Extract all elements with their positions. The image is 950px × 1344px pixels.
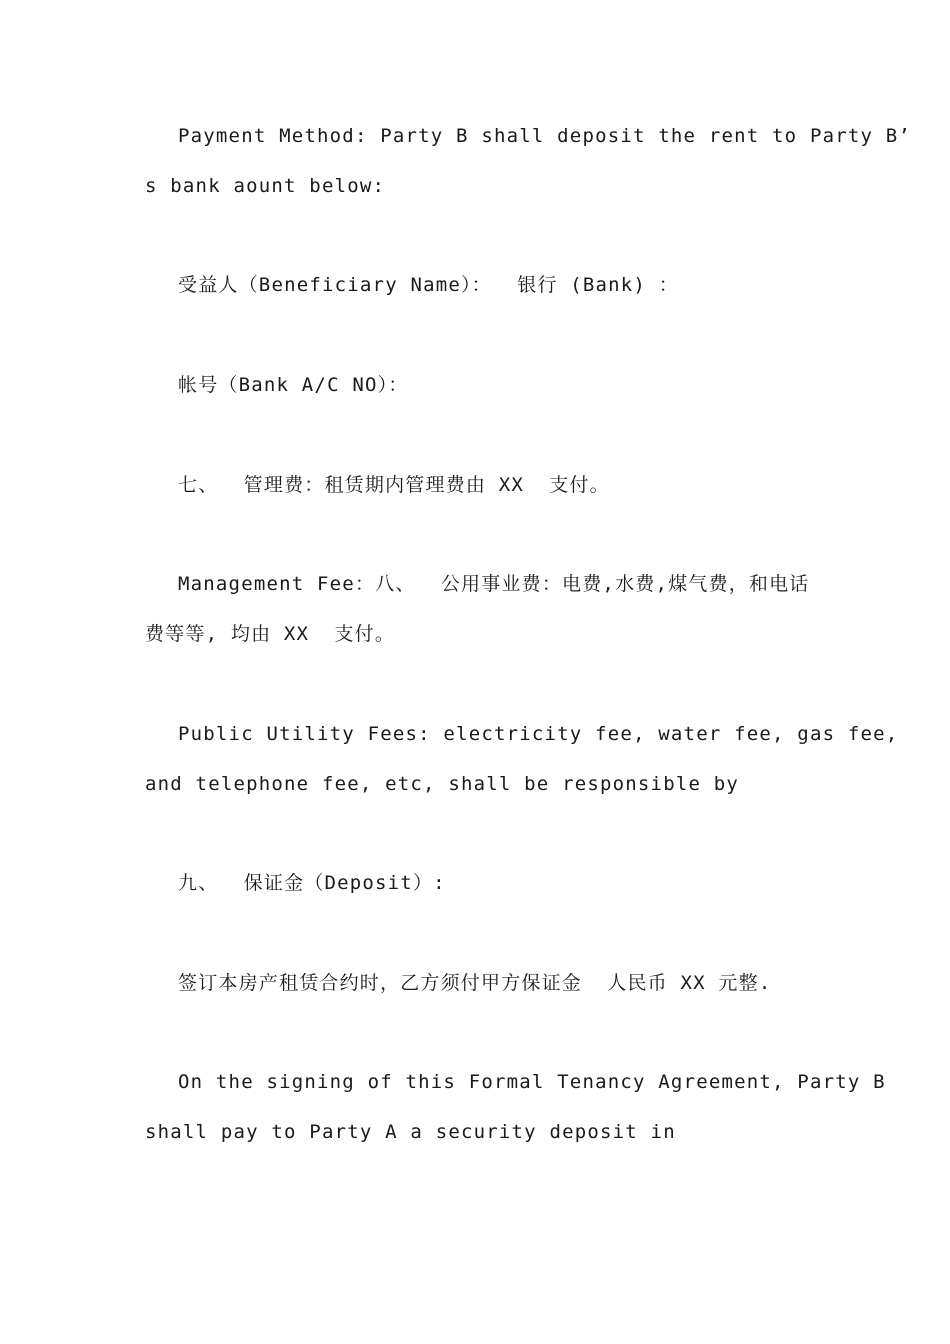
deposit-chinese-line: 签订本房产租赁合约时，乙方须付甲方保证金 人民币 XX 元整.: [178, 972, 772, 994]
payment-method-line-1: Payment Method: Party B shall deposit the rent to Party B’: [178, 125, 912, 147]
beneficiary-line: 受益人（Beneficiary Name）： 银行 (Bank) ：: [178, 274, 679, 296]
clause-7-line: 七、 管理费：租赁期内管理费由 XX 支付。: [178, 474, 610, 496]
account-number-line: 帐号（Bank A/C NO）：: [178, 374, 409, 396]
public-utility-line-1: Public Utility Fees: electricity fee, water fee, gas fee,: [178, 723, 899, 745]
deposit-english-line-2: shall pay to Party A a security deposit in: [145, 1121, 676, 1143]
public-utility-line-2: and telephone fee, etc, shall be responsible by: [145, 773, 740, 795]
payment-method-line-2: s bank aount below:: [145, 175, 386, 197]
management-fee-line-1: Management Fee：八、 公用事业费：电费,水费,煤气费，和电话: [178, 573, 810, 595]
clause-9-line: 九、 保证金（Deposit）:: [178, 872, 446, 894]
deposit-english-line-1: On the signing of this Formal Tenancy Agreement, Party B: [178, 1071, 886, 1093]
management-fee-line-2: 费等等, 均由 XX 支付。: [145, 623, 396, 645]
